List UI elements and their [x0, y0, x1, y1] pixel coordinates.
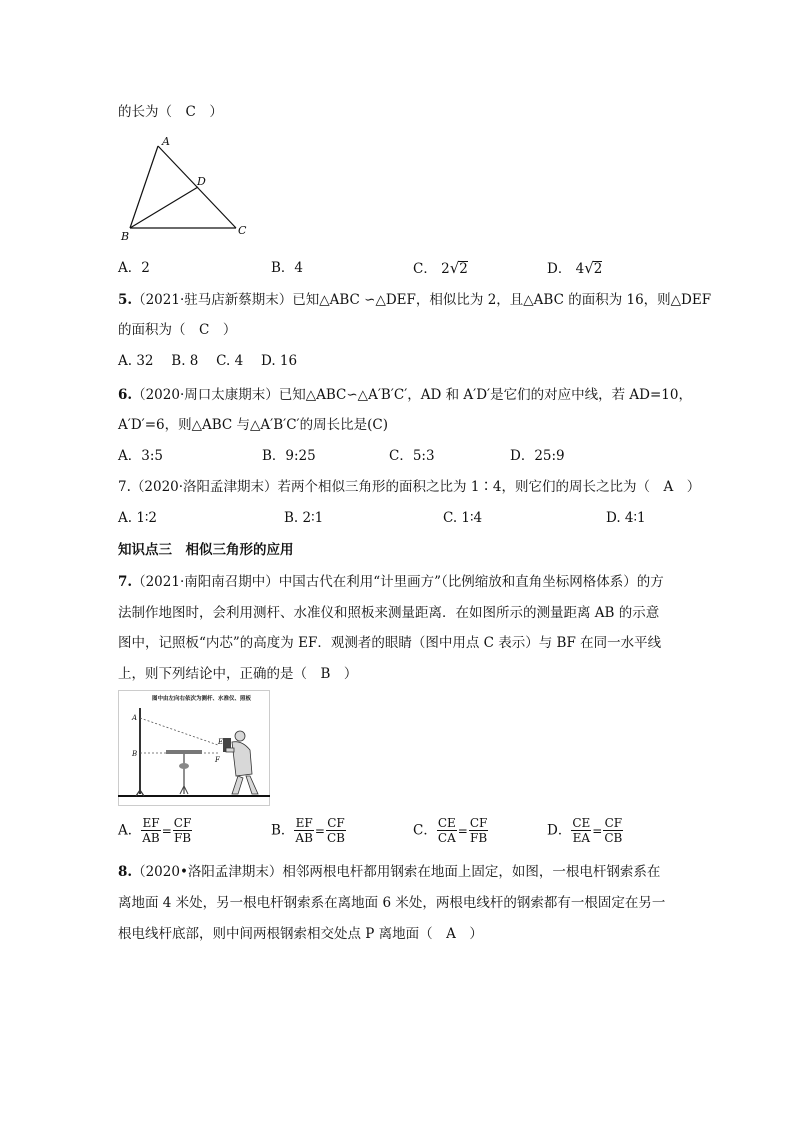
figure-caption: 图中由左向右依次为测杆、水准仪、照板 [152, 696, 252, 702]
q8-number: 8. [118, 864, 133, 880]
option-letter: A． [118, 822, 142, 839]
option-coef: 2 [441, 261, 450, 277]
option-text: 4 [294, 260, 304, 276]
q7b-number: 7. [118, 574, 133, 590]
label-d: D [197, 175, 206, 188]
fraction [326, 816, 346, 845]
fraction [437, 816, 457, 845]
q7b-option-b [271, 816, 346, 845]
option-letter: A． [118, 260, 142, 276]
numerator: CE [437, 816, 456, 830]
denominator: FB [470, 831, 488, 845]
q7b-text: （2021·南阳南召期中）中国古代在利用“计里画方”（比例缩放和直角坐标网格体系）的方 [132, 574, 664, 590]
numerator: CE [572, 816, 591, 830]
option-b [271, 258, 303, 278]
option-coef: 4 [575, 261, 585, 277]
q6-option-b [262, 446, 316, 466]
radicand: 2 [593, 261, 603, 277]
q6-line-2: A′D′=6，则△ABC 与△A′B′C′的周长比是(C) [118, 417, 388, 433]
question-continuation: 的长为（ C ） [118, 104, 223, 120]
fraction [469, 816, 489, 845]
level-instrument [166, 750, 202, 754]
denominator: EA [572, 831, 591, 845]
q7a-text: （2020·洛阳孟津期末）若两个相似三角形的面积之比为 1∶4，则它们的周长之比为（ A ） [130, 479, 701, 495]
numerator: CF [604, 816, 623, 830]
q8-line-1 [118, 862, 660, 882]
triangle-figure [116, 132, 256, 244]
q5-text: （2021·驻马店新蔡期末）已知△ABC ∽△DEF，相似比为 2，且△ABC 的面积为 16，则△DEF [132, 292, 712, 308]
q7a-option-a: A. 1∶2 [118, 510, 158, 526]
q6-line-1 [118, 385, 692, 405]
q5-line-2: 的面积为（ C ） [118, 322, 237, 338]
q5-number: 5. [118, 292, 133, 308]
numerator: EF [295, 816, 313, 830]
fraction [571, 816, 591, 845]
numerator: CF [327, 816, 345, 830]
numerator: CF [173, 816, 192, 830]
radical-sign: √ [449, 259, 460, 277]
option-letter: C． [413, 822, 437, 839]
segment-ab [130, 146, 158, 228]
q7b-line-2: 法制作地图时，会利用测杆、水准仪和照板来测量距离．在如图所示的测量距离 AB 的示意 [118, 605, 660, 621]
q5-options: A. 32 B. 8 C. 4 D. 16 [118, 353, 298, 369]
q7a-option-d: D. 4∶1 [606, 510, 646, 526]
label-e: E [218, 738, 224, 746]
option-letter: B． [262, 448, 286, 464]
radical-sign: √ [584, 259, 594, 277]
q8-line-2: 离地面 4 米处，另一根电杆钢索系在离地面 6 米处，两根电线杆的钢索都有一根固定在另一 [118, 895, 666, 911]
fraction [173, 816, 193, 845]
option-letter: C． [413, 261, 437, 277]
label-f: F [215, 756, 220, 764]
option-text: 9:25 [285, 448, 316, 464]
numerator: EF [142, 816, 160, 830]
option-text: 25:9 [534, 448, 565, 464]
equals-sign: = [592, 823, 603, 838]
q6-option-d [510, 446, 565, 466]
label-a: A [162, 135, 170, 148]
q7b-option-c [413, 816, 488, 845]
option-text: 5:3 [412, 448, 435, 464]
segment-bd [130, 187, 198, 228]
option-letter: D． [547, 261, 572, 277]
q6-number: 6. [118, 387, 133, 403]
option-letter: D． [547, 822, 572, 839]
q6-option-c [389, 446, 435, 466]
section-title: 知识点三 相似三角形的应用 [118, 542, 294, 558]
denominator: AB [142, 831, 160, 845]
label-a: A [132, 714, 138, 722]
q7b-line-4: 上，则下列结论中，正确的是（ B ） [118, 666, 358, 682]
equals-sign: = [314, 823, 325, 838]
option-d [547, 258, 602, 279]
fraction [141, 816, 160, 845]
q7b-option-a [118, 816, 192, 845]
option-a [118, 258, 150, 278]
q5-line-1 [118, 290, 711, 310]
radicand: 2 [459, 261, 468, 277]
denominator: CB [604, 831, 623, 845]
numerator: CF [469, 816, 488, 830]
fraction [603, 816, 623, 845]
q7a-number: 7. [118, 479, 131, 495]
measurement-figure [118, 690, 270, 806]
q7a-line-1 [118, 477, 700, 497]
option-letter: B． [271, 260, 295, 276]
denominator: CA [437, 831, 456, 845]
q8-text: （2020•洛阳孟津期末）相邻两根电杆都用钢索在地面上固定，如图，一根电杆钢索系在 [132, 864, 661, 880]
q7a-option-c: C. 1∶4 [443, 510, 483, 526]
option-text: 2 [141, 260, 150, 276]
q7a-option-b: B. 2∶1 [284, 510, 324, 526]
q6-text: （2020·周口太康期末）已知△ABC∽△A′B′C′，AD 和 A′D′是它们的对应中线，若 AD=10， [132, 387, 692, 403]
label-b: B [132, 750, 138, 758]
label-b: B [121, 230, 130, 243]
q6-option-a [118, 446, 163, 466]
q7b-line-3: 图中，记照板“内芯”的高度为 EF．观测者的眼睛（图中用点 C 表示）与 BF 在同一水平线 [118, 635, 662, 651]
denominator: CB [326, 831, 345, 845]
equals-sign: = [161, 823, 172, 838]
q7b-option-d [547, 816, 623, 845]
q8-line-3: 根电线杆底部，则中间两根钢索相交处点 P 离地面（ A ） [118, 926, 483, 942]
q7b-line-1 [118, 572, 664, 592]
option-text: 3:5 [141, 448, 163, 464]
label-c: C [238, 224, 247, 237]
option-letter: D． [510, 448, 535, 464]
denominator: FB [173, 831, 192, 845]
denominator: AB [295, 831, 313, 845]
fraction [294, 816, 313, 845]
option-c [413, 258, 468, 279]
equals-sign: = [457, 823, 468, 838]
option-letter: B． [271, 822, 295, 839]
option-letter: C． [389, 448, 413, 464]
option-letter: A． [118, 448, 142, 464]
